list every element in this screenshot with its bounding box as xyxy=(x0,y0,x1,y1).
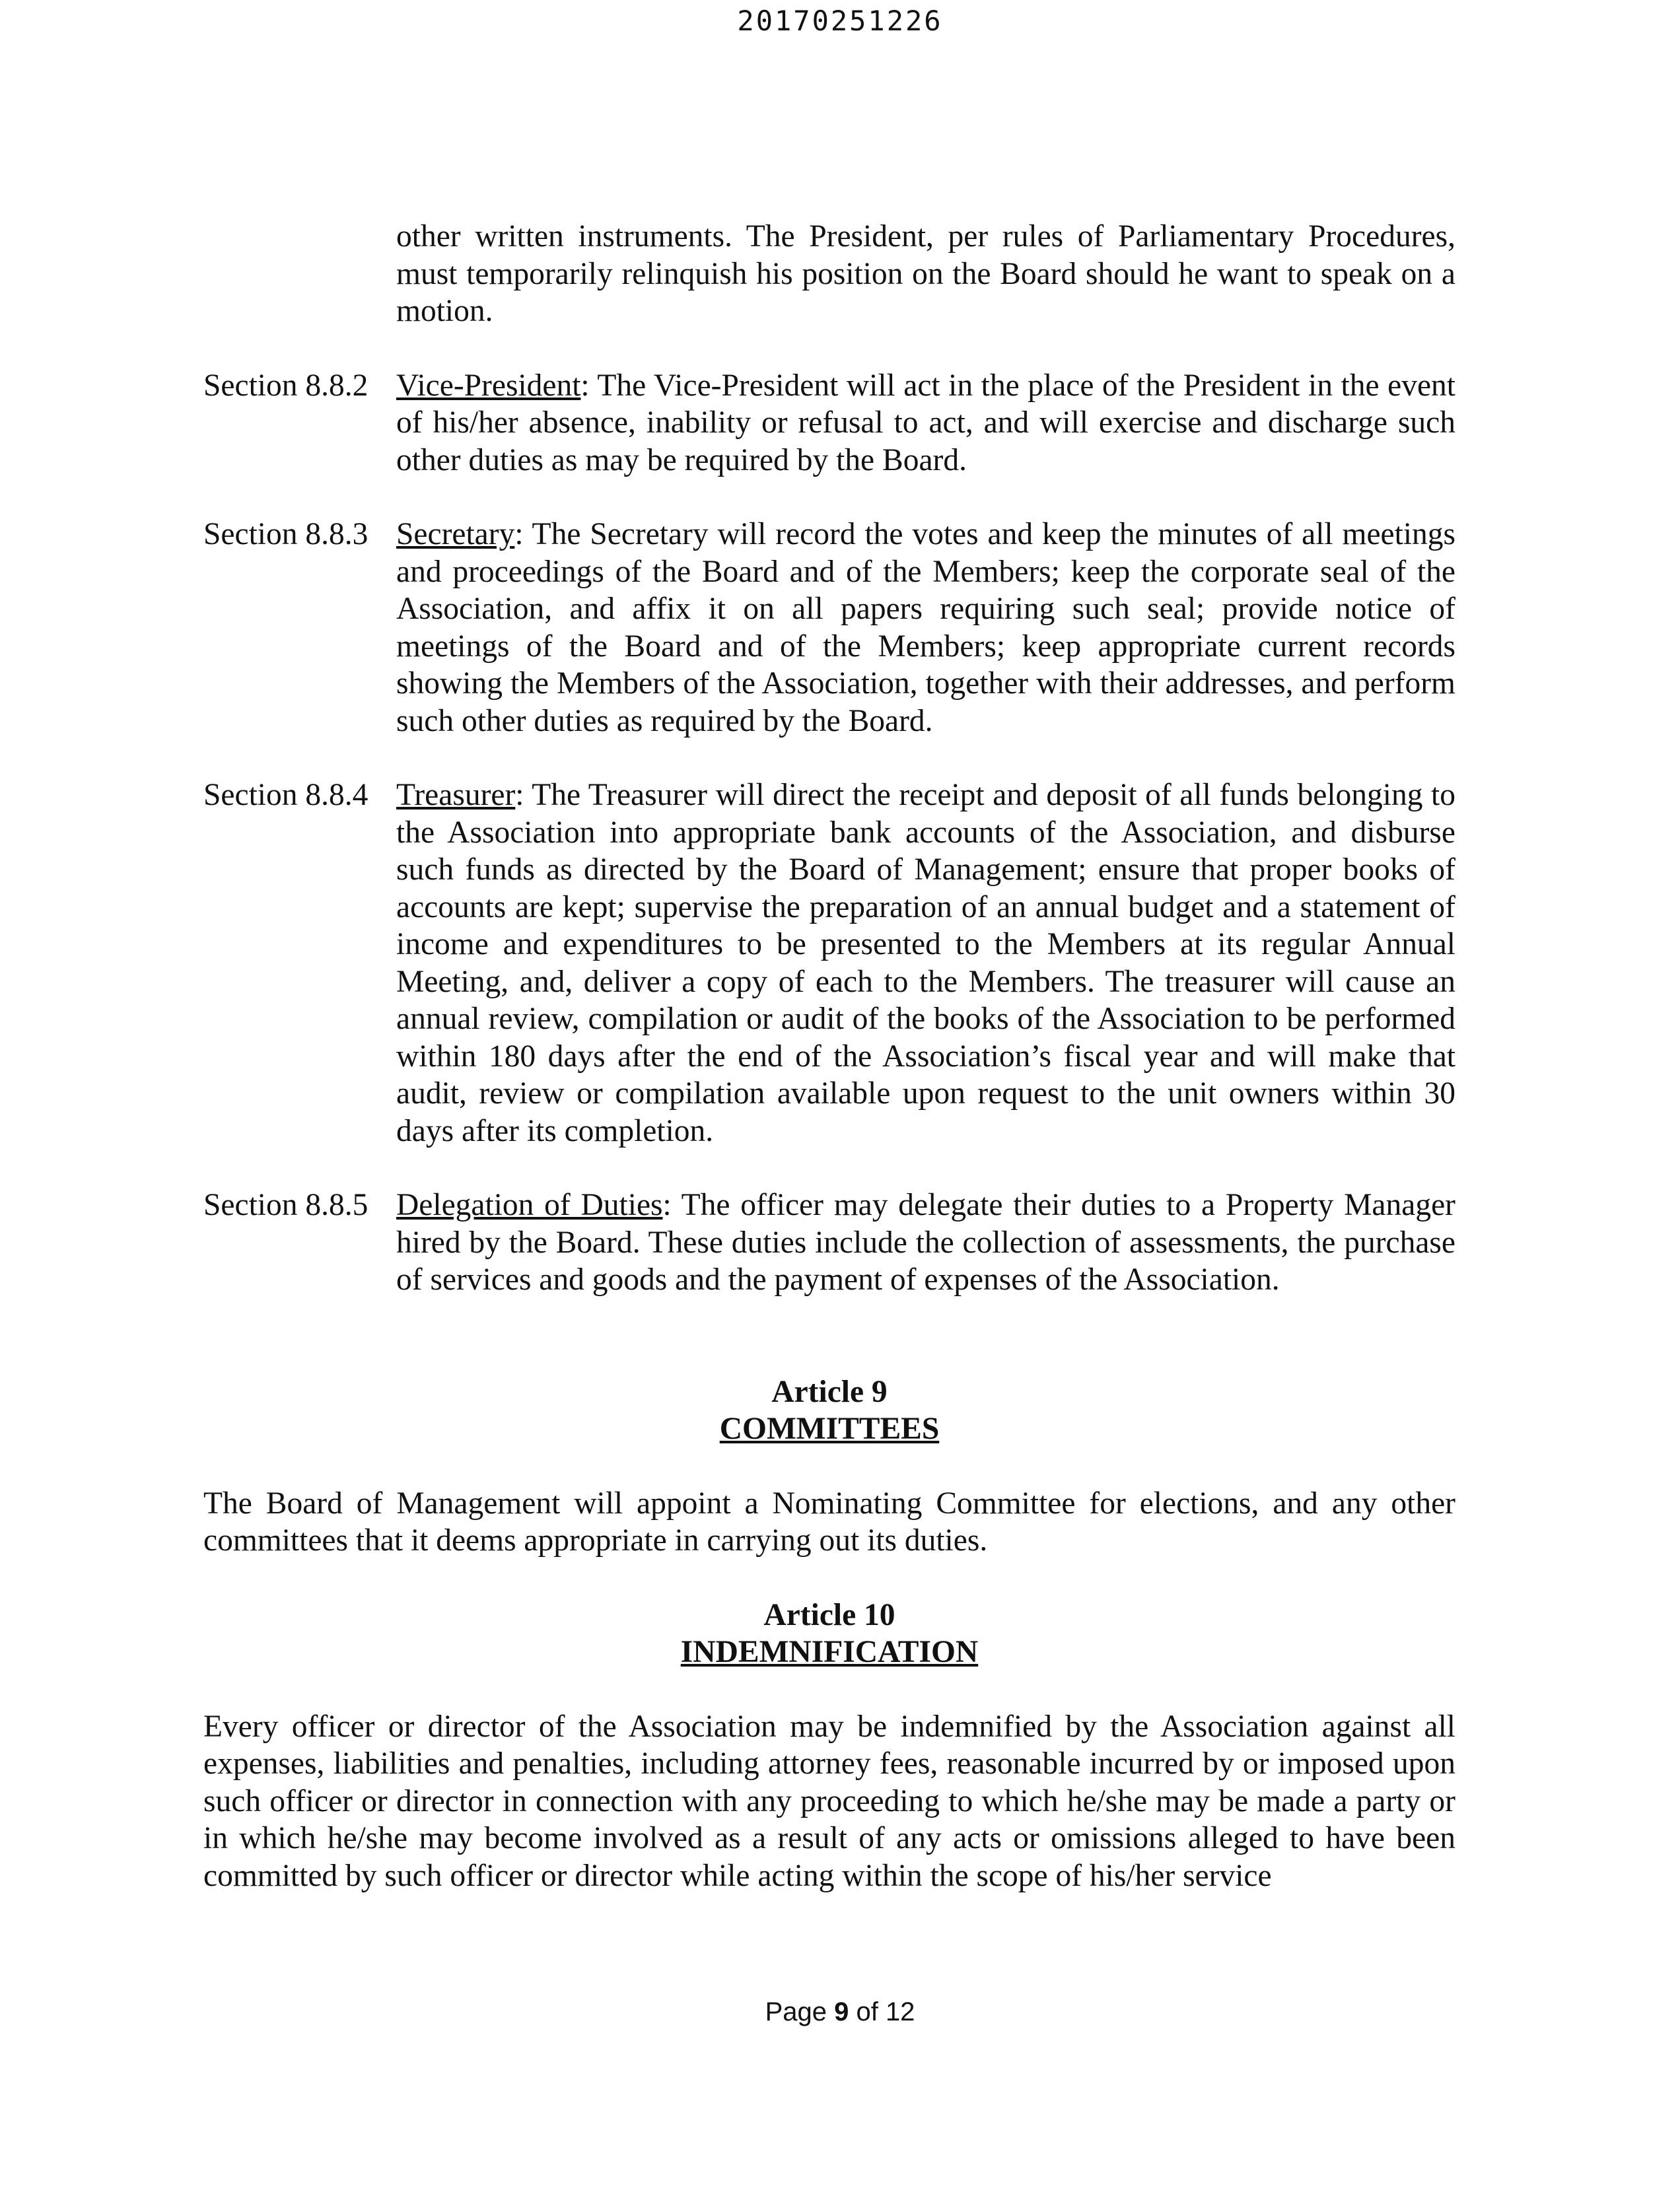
document-number: 20170251226 xyxy=(737,5,943,37)
section-body xyxy=(396,516,1455,740)
section-text: : The Vice-President will act in the place of the President in the event of his/her absence, inability or refusal to act, and will exercise and discharge such other duties as may be required by the Board. xyxy=(396,368,1455,477)
section-label: Section 8.8.4 xyxy=(203,778,368,812)
section-title: Delegation of Duties xyxy=(396,1188,663,1222)
page-middle: of xyxy=(849,1997,886,2026)
section-text: : The officer may delegate their duties to a Property Manager hired by the Board. These duties include the collection of assessments, the purchase of services and goods and the payment of expenses of the Association. xyxy=(396,1188,1455,1297)
section-8-8-4 xyxy=(203,776,1455,1150)
article-title: COMMITTEES xyxy=(719,1412,940,1446)
section-body xyxy=(396,776,1455,1150)
page-footer xyxy=(0,1995,1680,2028)
page-prefix: Page xyxy=(765,1997,835,2026)
section-title: Vice-President xyxy=(396,368,581,403)
article-9-text: The Board of Management will appoint a Nominating Committee for elections, and any other committees that it deems appropriate in carrying out its duties. xyxy=(203,1486,1455,1558)
section-label: Section 8.8.2 xyxy=(203,368,368,403)
article-10-heading xyxy=(203,1597,1455,1671)
section-body xyxy=(396,1187,1455,1299)
article-number: Article 9 xyxy=(771,1374,888,1409)
section-title: Treasurer xyxy=(396,778,516,812)
section-body xyxy=(396,367,1455,479)
section-label: Section 8.8.5 xyxy=(203,1188,368,1222)
section-8-8-5 xyxy=(203,1187,1455,1299)
article-title: INDEMNIFICATION xyxy=(680,1635,979,1669)
document-body xyxy=(203,218,1455,1894)
article-number: Article 10 xyxy=(763,1597,895,1632)
section-title: Secretary xyxy=(396,517,515,551)
article-9-heading xyxy=(203,1373,1455,1448)
section-label: Section 8.8.3 xyxy=(203,517,368,551)
article-10-text: Every officer or director of the Association may be indemnified by the Association against all expenses, liabilities and penalties, including attorney fees, reasonable incurred by or imposed upon such officer or director in connection with any proceeding to which he/she may be made a party or in which he/she may become involved as a result of any acts or omissions alleged to have been committed by such officer or director while acting within the scope of his/her service xyxy=(203,1709,1455,1893)
page-total: 12 xyxy=(885,1997,915,2026)
page-number: 9 xyxy=(834,1997,849,2026)
section-text: : The Treasurer will direct the receipt and deposit of all funds belonging to the Association into appropriate bank accounts of the Association, and disburse such funds as directed by the Board of Management; ensure that proper books of accounts are kept; supervise the preparation of an annual budget and a statement of income and expenditures to be presented to the Members at its regular Annual Meeting, and, deliver a copy of each to the Members. The treasurer will cause an annual review, compilation or audit of the books of the Association to be performed within 180 days after the end of the Association’s fiscal year and will make that audit, review or compilation available upon request to the unit owners within 30 days after its completion. xyxy=(396,778,1455,1148)
section-8-8-2 xyxy=(203,367,1455,479)
section-8-8-3 xyxy=(203,516,1455,740)
section-text: : The Secretary will record the votes and keep the minutes of all meetings and proceedings of the Board and of the Members; keep the corporate seal of the Association, and affix it on all papers requiring such seal; provide notice of meetings of the Board and of the Members; keep appropriate current records showing the Members of the Association, together with their addresses, and perform such other duties as required by the Board. xyxy=(396,517,1455,738)
intro-paragraph: other written instruments. The President, per rules of Parliamentary Procedures, must temporarily relinquish his position on the Board should he want to speak on a motion. xyxy=(396,219,1455,328)
